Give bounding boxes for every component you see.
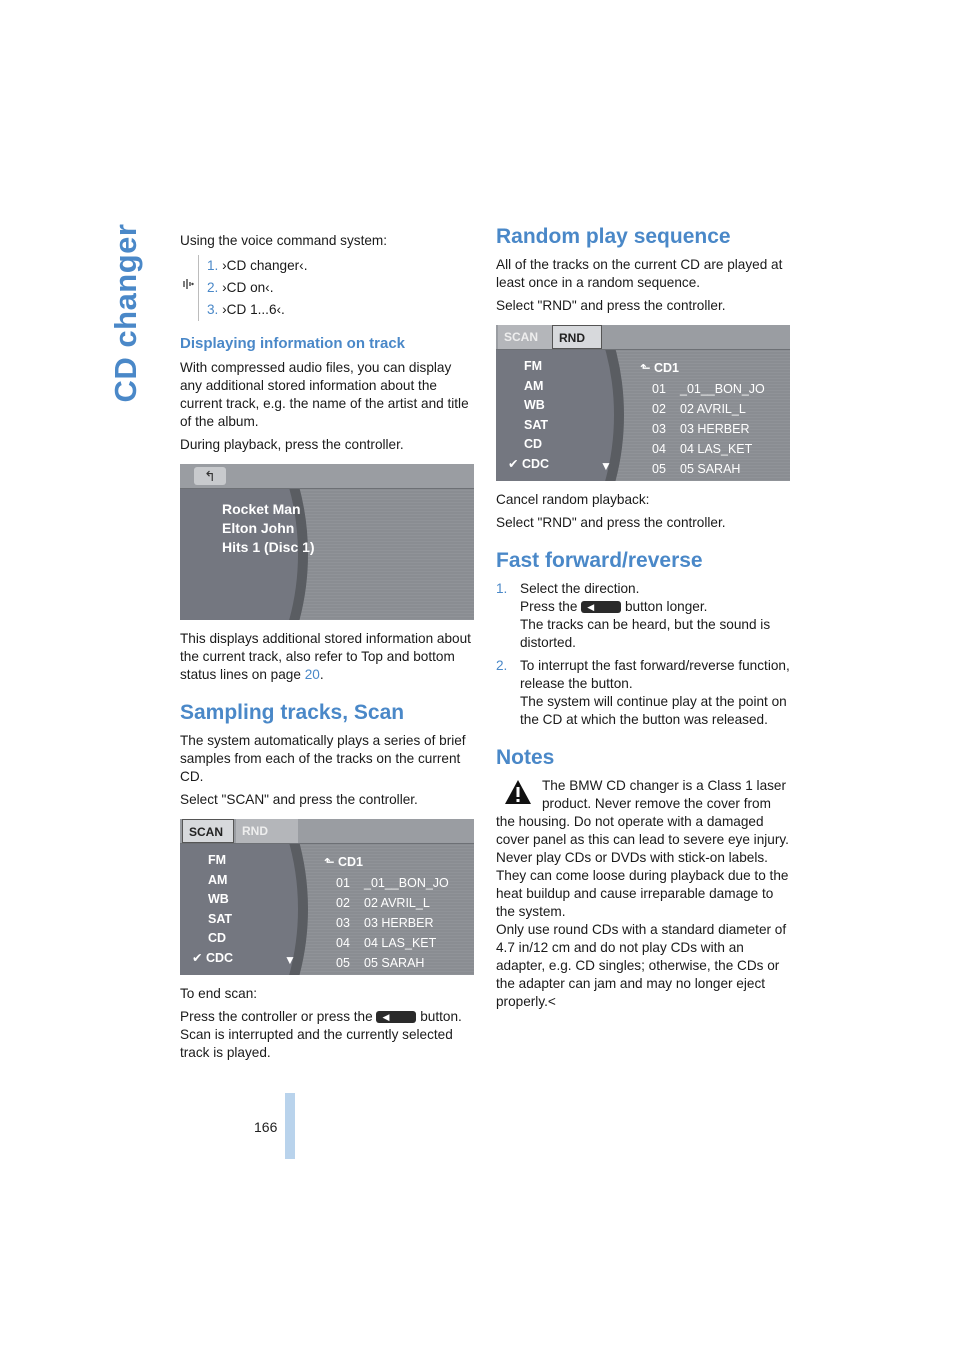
- voice-divider: [198, 255, 199, 321]
- track-row: 03 03 HERBER: [652, 422, 750, 436]
- menu-item-cd: CD: [524, 437, 543, 451]
- source-menu: [508, 357, 551, 474]
- page-link[interactable]: 20: [304, 667, 320, 682]
- screen-tabs: [180, 819, 474, 844]
- scan-text: The system automatically plays a series of brief samples from each of the tracks on the current CD.: [180, 733, 466, 784]
- display-info-note: This displays additional stored information about the current track, also refer to Top and bottom status lines on page 20.: [180, 631, 471, 682]
- page-number: 166: [254, 1119, 278, 1135]
- scan-screenshot: [180, 819, 474, 975]
- right-column: [496, 225, 792, 1011]
- track-album: Hits 1 (Disc 1): [222, 539, 315, 555]
- safety-note: The BMW CD changer is a Class 1 laser product. Never remove the cover from the housing. Do not operate with a damaged cover panel as this can lead to severe eye injury. Never play CDs or DVDs with stick-on labels. They can come loose during playback due to the heat buildup and cause irreparable damage to the system. Only use round CDs with a standard diameter of 4.7 in/12 cm and do not play CDs with an adapter, e.g. CD singles; otherwise, the CDs or the adapter can jam and may no longer eject properly.<: [496, 778, 789, 1009]
- display-info-text: With compressed audio files, you can display any additional stored information about the current track, e.g. the name of the artist and title of the album.: [180, 360, 469, 429]
- menu-item-wb: WB: [208, 892, 229, 906]
- track-row: 03 03 HERBER: [336, 916, 434, 930]
- track-info-screenshot: [180, 464, 474, 620]
- scroll-down-icon: ▼: [600, 459, 612, 473]
- cancel-random-instruction: Select "RND" and press the controller.: [496, 515, 726, 530]
- menu-item-fm: FM: [524, 359, 543, 373]
- menu-item-cd: CD: [208, 931, 227, 945]
- fast-forward-steps: [496, 580, 792, 729]
- track-row: 05 05 SARAH: [336, 956, 425, 970]
- voice-command-item: 1. ›CD changer‹.: [207, 258, 308, 273]
- track-info-lines: [222, 500, 315, 557]
- tab-rnd: RND: [552, 325, 602, 349]
- track-row: 02 02 AVRIL_L: [652, 402, 746, 416]
- scroll-down-icon: ▼: [284, 953, 296, 967]
- menu-item-cdc: ✔ CDC: [524, 455, 551, 475]
- fast-forward-heading: Fast forward/reverse: [496, 549, 703, 572]
- scan-instruction: Select "SCAN" and press the controller.: [180, 792, 418, 807]
- cancel-random-label: Cancel random playback:: [496, 492, 650, 507]
- track-artist: Elton John: [222, 520, 295, 536]
- scan-heading: Sampling tracks, Scan: [180, 701, 405, 724]
- cd-label: ⬑ CD1: [640, 361, 679, 375]
- back-arrow-icon: ↰: [194, 467, 226, 485]
- left-column: [180, 232, 476, 1067]
- source-menu: [192, 851, 235, 968]
- end-mark: <: [547, 994, 556, 1009]
- track-list: [652, 379, 765, 479]
- track-title: Rocket Man: [222, 501, 301, 517]
- voice-command-box: [180, 255, 476, 321]
- voice-command-icon: [182, 277, 194, 291]
- end-scan-text: Press the controller or press the ◀ button. Scan is interrupted and the currently selected track is played.: [180, 1008, 476, 1062]
- track-row: 02 02 AVRIL_L: [336, 896, 430, 910]
- cd-label: ⬑ CD1: [324, 855, 363, 869]
- track-row: 01 _01__BON_JO: [652, 382, 765, 396]
- menu-item-wb: WB: [524, 398, 545, 412]
- check-icon: ✔: [508, 456, 519, 471]
- display-info-heading: Displaying information on track: [180, 335, 406, 352]
- tab-rnd: RND: [236, 819, 298, 843]
- random-screenshot: [496, 325, 790, 481]
- track-list: [336, 873, 449, 973]
- step-item: 2. To interrupt the fast forward/reverse function, release the button. The system will continue play at the point on the CD at which the button was released.: [496, 658, 790, 727]
- check-icon: ✔: [192, 950, 203, 965]
- random-text: All of the tracks on the current CD are played at least once in a random sequence.: [496, 257, 783, 290]
- track-row: 05 05 SARAH: [652, 462, 741, 476]
- voice-intro: Using the voice command system:: [180, 233, 388, 248]
- tab-scan: SCAN: [498, 325, 562, 349]
- section-title: CD changer: [108, 223, 143, 403]
- menu-item-cdc: ✔ CDC: [208, 949, 235, 969]
- random-heading: Random play sequence: [496, 225, 731, 248]
- voice-command-list: [180, 255, 476, 321]
- menu-item-am: AM: [208, 872, 228, 887]
- voice-command-item: 3. ›CD 1...6‹.: [207, 302, 285, 317]
- display-info-instruction: During playback, press the controller.: [180, 437, 404, 452]
- track-row: 04 04 LAS_KET: [336, 936, 437, 950]
- menu-item-sat: SAT: [208, 911, 233, 926]
- notes-heading: Notes: [496, 746, 555, 769]
- step-item: 1. Select the direction. Press the ◀ button longer. The tracks can be heard, but the sound is distorted.: [496, 580, 792, 652]
- menu-item-fm: FM: [208, 853, 227, 867]
- voice-command-item: 2. ›CD on‹.: [207, 280, 274, 295]
- screen-tabs: [496, 325, 790, 350]
- menu-item-sat: SAT: [524, 417, 549, 432]
- track-row: 04 04 LAS_KET: [652, 442, 753, 456]
- track-row: 01 _01__BON_JO: [336, 876, 449, 890]
- menu-item-am: AM: [524, 378, 544, 393]
- back-button-icon: [376, 1011, 416, 1023]
- end-scan-label: To end scan:: [180, 986, 258, 1001]
- page-marker-bar: [285, 1093, 295, 1159]
- seek-button-icon: [581, 601, 621, 613]
- warning-icon: [504, 779, 532, 805]
- tab-scan: SCAN: [182, 819, 234, 843]
- random-instruction: Select "RND" and press the controller.: [496, 298, 726, 313]
